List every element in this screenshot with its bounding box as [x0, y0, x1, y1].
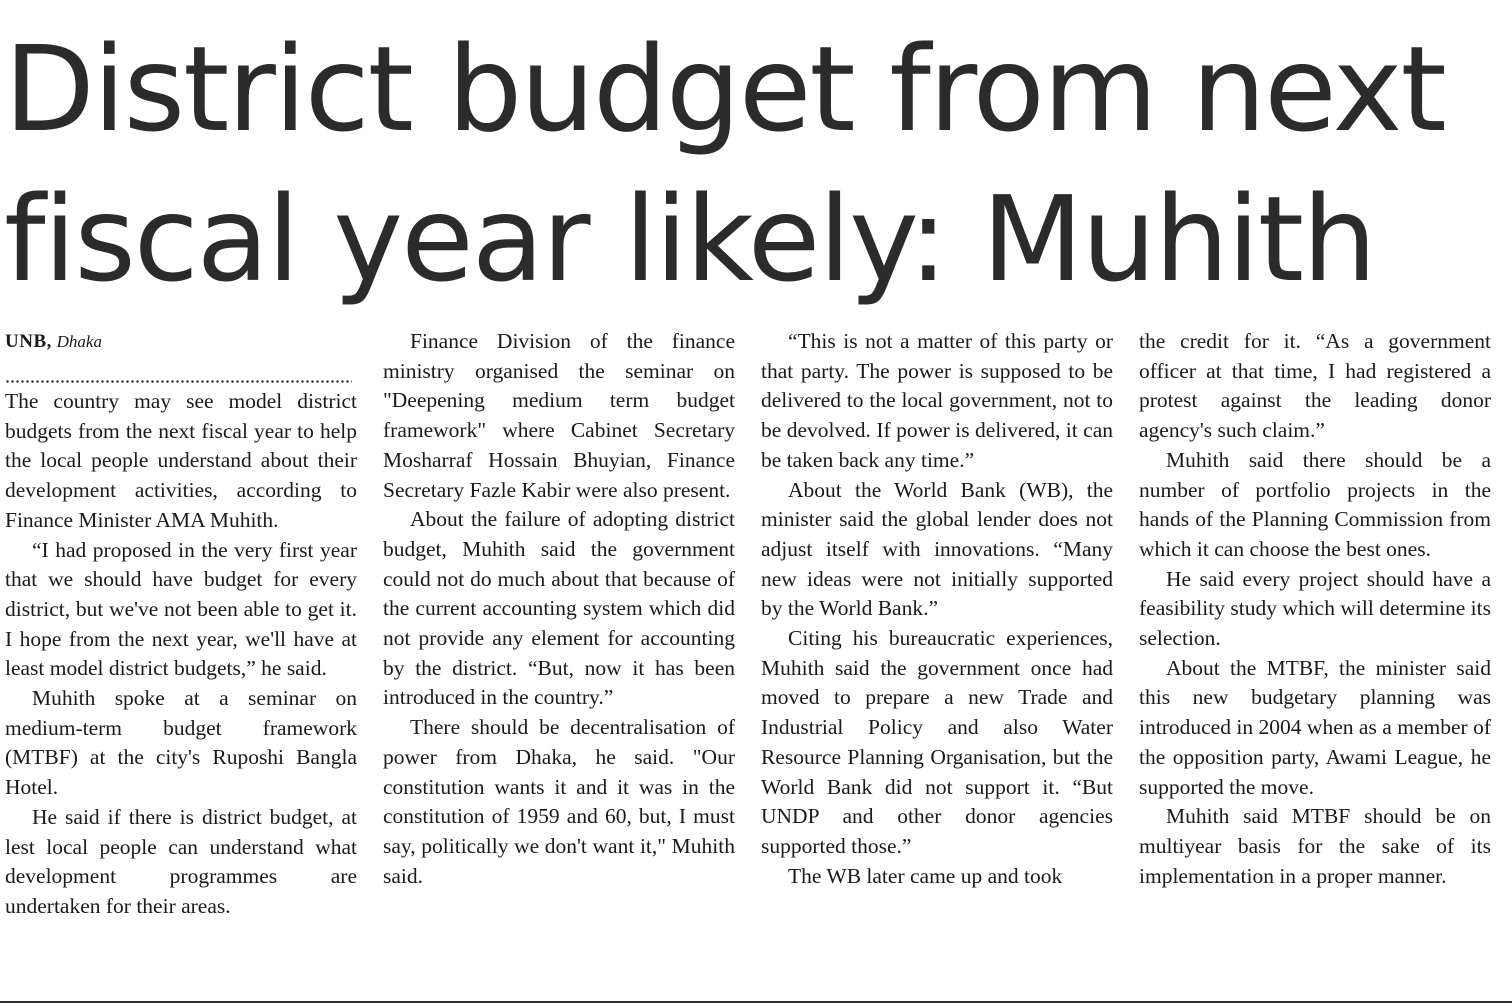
- paragraph: the credit for it. “As a government officer at that time, I had registered a protest against the leading donor agency's such claim.”: [1139, 329, 1491, 443]
- byline-agency: UNB,: [5, 331, 52, 352]
- paragraph: Citing his bureaucratic experiences, Muhith said the government once had moved to prepare a new Trade and Industrial Policy and also Water Resource Planning Organisation, but the World Bank did not support it. “But UNDP and other donor agencies supported those.”: [761, 626, 1113, 858]
- article-column-2: [383, 327, 735, 891]
- paragraph: About the MTBF, the minister said this new budgetary planning was introduced in 2004 when as a member of the opposition party, Awami League, he supported the move.: [1139, 655, 1491, 799]
- paragraph: The WB later came up and took: [788, 863, 1063, 888]
- bottom-rule: [0, 1001, 1512, 1003]
- paragraph: Muhith said there should be a number of portfolio projects in the hands of the Planning Commission from which it can choose the best ones.: [1139, 447, 1491, 561]
- paragraph: About the World Bank (WB), the minister said the global lender does not adjust itself with innovations. “Many new ideas were not initially supported by the World Bank.”: [761, 477, 1113, 621]
- article-column-3: [761, 327, 1113, 891]
- headline-line-1: District budget from next: [4, 20, 1445, 158]
- paragraph: The country may see model district budgets from the next fiscal year to help the local people understand about their development activities, according to Finance Minister AMA Muhith.: [5, 389, 357, 532]
- byline: [5, 327, 357, 357]
- article-column-4: [1139, 327, 1491, 891]
- paragraph: He said if there is district budget, at lest local people can understand what development programmes are undertaken for their areas.: [5, 804, 357, 918]
- paragraph: “This is not a matter of this party or that party. The power is supposed to be delivered to the local government, not to be devolved. If power is delivered, it can be taken back any time.”: [761, 329, 1113, 472]
- paragraph: Finance Division of the finance ministry organised the seminar on "Deepening medium term budget framework" where Cabinet Secretary Mosharraf Hossain Bhuyian, Finance Secretary Fazle Kabir were also present.: [383, 329, 735, 502]
- paragraph: “I had proposed in the very first year that we should have budget for every district, but we've not been able to get it. I hope from the next year, we'll have at least model district budgets,” he said.: [5, 537, 357, 681]
- paragraph: He said every project should have a feasibility study which will determine its selection.: [1139, 566, 1491, 651]
- byline-city: Dhaka: [56, 332, 102, 351]
- article-column-1: [5, 327, 357, 922]
- headline-line-2: fiscal year likely: Muhith: [4, 170, 1375, 308]
- paragraph: About the failure of adopting district budget, Muhith said the government could not do much about that because of the current accounting system which did not provide any element for accounting by the district. “But, now it has been introduced in the country.”: [383, 507, 735, 710]
- headline: [4, 14, 1508, 314]
- paragraph: There should be decentralisation of power from Dhaka, he said. "Our constitution wants it and it was in the constitution of 1959 and 60, but, I must say, politically we don't want it," Muhith said.: [383, 715, 735, 888]
- dotted-divider: [5, 357, 352, 387]
- paragraph: Muhith said MTBF should be on multiyear basis for the sake of its implementation in a proper manner.: [1139, 804, 1491, 888]
- paragraph: Muhith spoke at a seminar on medium-term budget framework (MTBF) at the city's Ruposhi Bangla Hotel.: [5, 686, 357, 800]
